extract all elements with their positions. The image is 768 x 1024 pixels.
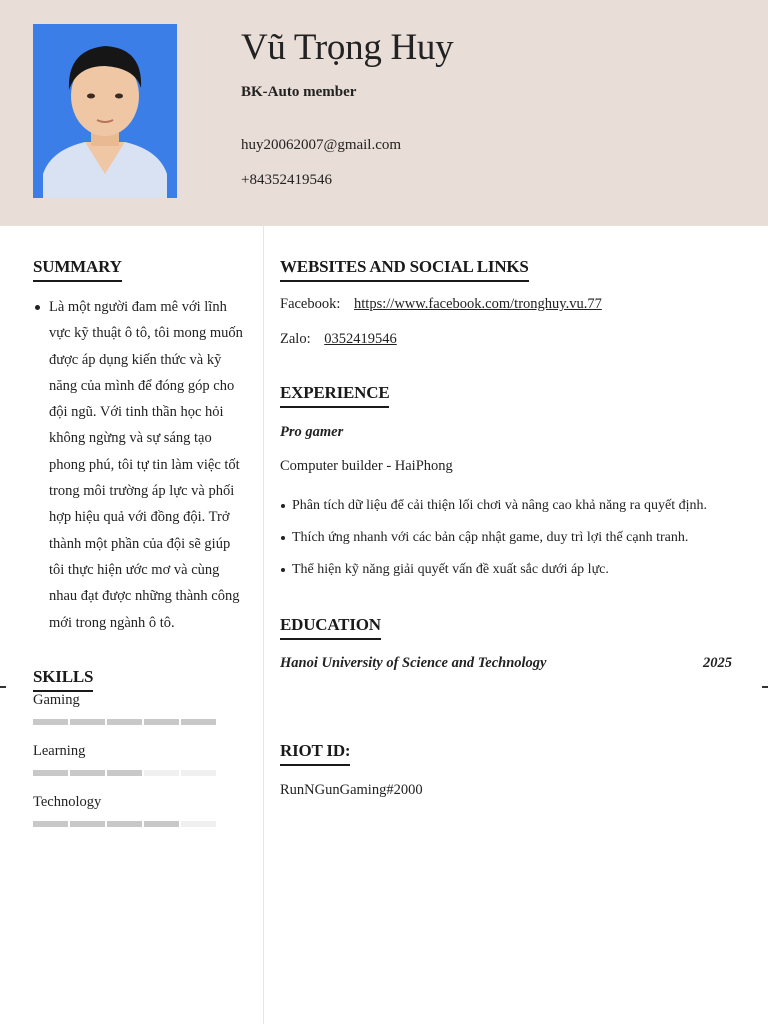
- profile-photo: [33, 24, 177, 198]
- link-label: Facebook:: [280, 296, 341, 312]
- skill-level-segment: [107, 719, 142, 725]
- full-name: Vũ Trọng Huy: [241, 27, 454, 68]
- skill-learning: [33, 742, 223, 760]
- experience-bullets: [280, 498, 750, 594]
- education-year: 2025: [703, 655, 732, 671]
- riot-id: RunNGunGaming#2000: [280, 782, 423, 798]
- job-title: Pro gamer: [280, 424, 344, 440]
- skill-level-segment: [70, 719, 105, 725]
- skill-level-bar: [33, 821, 216, 827]
- resume-header: [0, 0, 768, 226]
- skill-level-segment: [33, 719, 68, 725]
- skill-level-segment: [70, 770, 105, 776]
- skill-level-segment: [144, 821, 179, 827]
- zalo-link[interactable]: 0352419546: [324, 331, 397, 347]
- skill-level-segment: [181, 719, 216, 725]
- job-company: Computer builder - HaiPhong: [280, 458, 453, 474]
- facebook-link[interactable]: https://www.facebook.com/tronghuy.vu.77: [354, 296, 602, 312]
- skill-level-segment: [181, 770, 216, 776]
- skill-name: Learning: [33, 743, 86, 759]
- summary-list: [33, 294, 248, 636]
- email-text: huy20062007@gmail.com: [241, 137, 402, 153]
- column-divider: [263, 226, 264, 1024]
- experience-bullet: Thích ứng nhanh với các bản cập nhật game, duy trì lợi thế cạnh tranh.: [280, 530, 750, 562]
- skill-level-segment: [144, 770, 179, 776]
- page-edge-mark-left: [0, 686, 6, 688]
- role-title: BK-Auto member: [241, 84, 357, 100]
- skill-level-bar: [33, 770, 216, 776]
- links-heading: WEBSITES AND SOCIAL LINKS: [280, 257, 529, 282]
- skill-level-segment: [181, 821, 216, 827]
- skill-gaming: [33, 691, 223, 709]
- experience-bullet: Thể hiện kỹ năng giải quyết vấn đề xuất sắc dưới áp lực.: [280, 562, 750, 594]
- skill-level-segment: [70, 821, 105, 827]
- skill-level-bar: [33, 719, 216, 725]
- page-edge-mark-right: [762, 686, 768, 688]
- education-school: Hanoi University of Science and Technology: [280, 655, 547, 671]
- skill-level-segment: [33, 821, 68, 827]
- skill-level-segment: [107, 821, 142, 827]
- skill-level-segment: [33, 770, 68, 776]
- riot-heading: RIOT ID:: [280, 741, 350, 766]
- summary-item: Là một người đam mê với lĩnh vực kỹ thuật ô tô, tôi mong muốn được áp dụng kiến thức và kỹ năng của mình để đóng góp cho đội ngũ. Với tinh thần học hỏi không ngừng và sự sáng tạo phong phú, tôi tự tin làm việc tốt trong môi trường áp lực và phối hợp hiệu quả với đồng đội. Trở thành một phần của đội sẽ giúp tôi thực hiện ước mơ và cùng nhau đạt được những thành công mới trong ngành ô tô.: [33, 294, 248, 636]
- skill-name: Technology: [33, 794, 102, 810]
- skill-technology: [33, 793, 223, 811]
- skill-level-segment: [144, 719, 179, 725]
- experience-bullet: Phân tích dữ liệu để cải thiện lối chơi và nâng cao khả năng ra quyết định.: [280, 498, 750, 530]
- skill-level-segment: [107, 770, 142, 776]
- link-label: Zalo:: [280, 331, 311, 347]
- skills-heading: SKILLS: [33, 667, 93, 692]
- education-heading: EDUCATION: [280, 615, 381, 640]
- zalo-link-row: [280, 331, 397, 348]
- facebook-link-row: [280, 296, 602, 313]
- summary-heading: SUMMARY: [33, 257, 122, 282]
- phone-text: +84352419546: [241, 172, 332, 188]
- skill-name: Gaming: [33, 692, 80, 708]
- experience-heading: EXPERIENCE: [280, 383, 389, 408]
- person-avatar-icon: [33, 24, 177, 198]
